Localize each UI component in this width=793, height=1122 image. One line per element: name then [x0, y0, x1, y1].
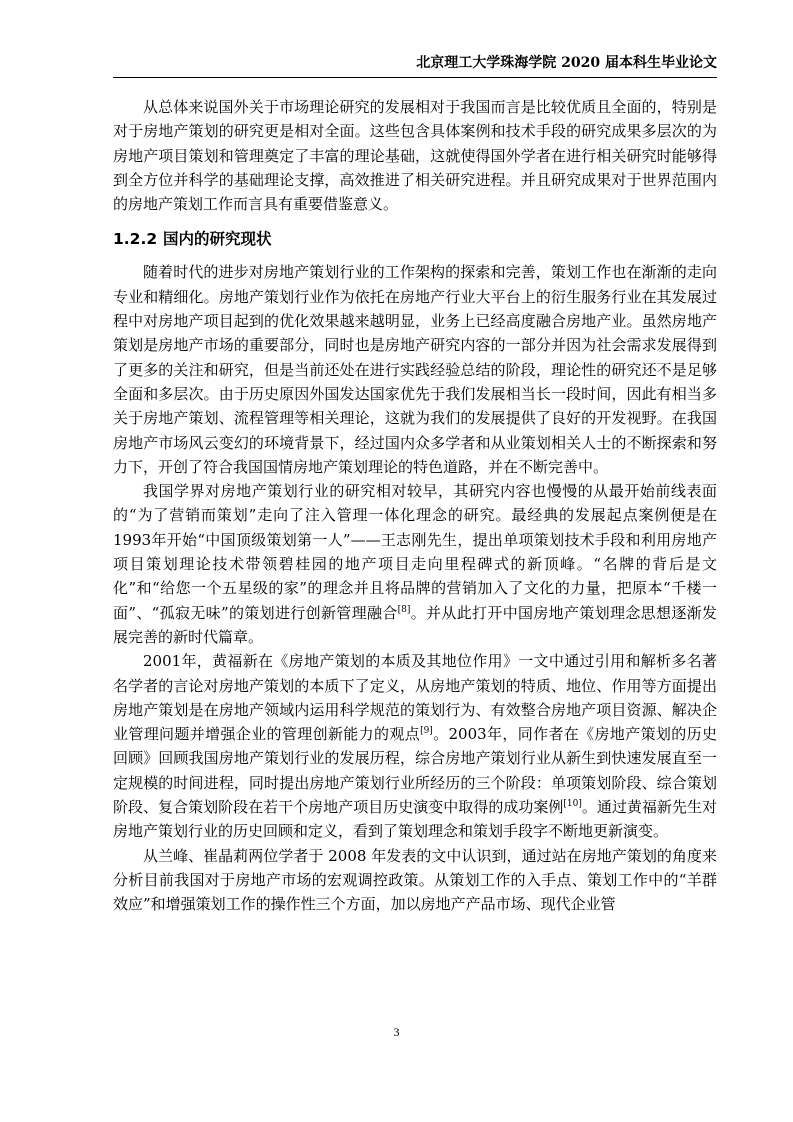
citation-10: [10] [563, 799, 582, 810]
paragraph-3-tail: 。2003年，同作者在《房地产策划的历史回顾》回顾我国房地产策划行业的发展历程，综合房地产策划行业从新生到快速发展直至一定规模的时间进程，同时提出房地产策划行业所经历的三个阶段：单项策划阶段、综合策划阶段、复合策划阶段在若干个房地产项目历史演变中取得的成功案例 [113, 725, 717, 817]
paragraph-2 [113, 479, 717, 649]
paragraph-4: 从兰峰、崔晶莉两位学者于 2008 年发表的文中认识到，通过站在房地产策划的角度来分析目前我国对于房地产市场的宏观调控政策。从策划工作的入手点、策划工作中的“羊群效应”和增强策划工作的操作性三个方面，加以房地产产品市场、现代企业管 [113, 846, 717, 914]
paragraph-intro: 从总体来说国外关于市场理论研究的发展相对于我国而言是比较优质且全面的，特别是对于房地产策划的研究更是相对全面。这些包含具体案例和技术手段的研究成果多层次的为房地产项目策划和管理奠定了丰富的理论基础，这就使得国外学者在进行相关研究时能够得到全方位并科学的基础理论支撑，高效推进了相关研究进程。并且研究成果对于世界范围内的房地产策划工作而言具有重要借鉴意义。 [113, 98, 717, 214]
section-number: 1.2.2 [113, 230, 158, 249]
running-header: 北京理工大学珠海学院 2020 届本科生毕业论文 [416, 55, 717, 71]
section-title: 国内的研究现状 [163, 230, 272, 249]
paragraph-3 [113, 649, 717, 843]
citation-8: [8] [397, 604, 411, 615]
citation-9: [9] [420, 726, 433, 737]
paragraph-2-tail: 。并从此打开中国房地产策划理念思想逐渐发展完善的新时代篇章。 [113, 603, 717, 646]
body-text [113, 95, 717, 917]
page-number: 3 [393, 1025, 400, 1039]
header-rule [113, 77, 717, 78]
paragraph-1: 随着时代的进步对房地产策划行业的工作架构的探索和完善，策划工作也在渐渐的走向专业和精细化。房地产策划行业作为依托在房地产行业大平台上的衍生服务行业在其发展过程中对房地产项目起到的优化效果越来越明显，业务上已经高度融合房地产业。虽然房地产策划是房地产市场的重要部分，同时也是房地产研究内容的一部分并因为社会需求发展得到了更多的关注和研究，但是当前还处在进行实践经验总结的阶段，理论性的研究还不是足够全面和多层次。由于历史原因外国发达国家优先于我们发展相当长一段时间，因此有相当多关于房地产策划、流程管理等相关理论，这就为我们的发展提供了良好的开发视野。在我国房地产市场风云变幻的环境背景下，经过国内众多学者和从业策划相关人士的不断探索和努力下，开创了符合我国国情房地产策划理论的特色道路，并在不断完善中。 [113, 263, 717, 476]
paragraph-2-text: 我国学界对房地产策划行业的研究相对较早，其研究内容也慢慢的从最开始前线表面的“为了营销而策划”走向了注入管理一体化理念的研究。最经典的发展起点案例便是在1993年开始“中国顶级策划第一人”——王志刚先生，提出单项策划技术手段和利用房地产项目策划理论技术带领碧桂园的地产项目走向里程碑式的新顶峰。“名牌的背后是文化”和“给您一个五星级的家”的理念并且将品牌的营销加入了文化的力量，把原本“千楼一面”、“孤寂无味”的策划进行创新管理融合 [113, 482, 717, 622]
paragraph-3-text: 2001年，黄福新在《房地产策划的本质及其地位作用》一文中通过引用和解析多名著名学者的言论对房地产策划的本质下了定义，从房地产策划的特质、地位、作用等方面提出房地产策划是在房地产领域内运用科学规范的策划行为、有效整合房地产项目资源、解决企业管理问题并增强企业的管理创新能力的观点 [113, 652, 717, 744]
section-heading [113, 228, 717, 250]
paragraph-3-tail2: 。通过黄福新先生对房地产策划行业的历史回顾和定义，看到了策划理念和策划手段字不断地更新演变。 [113, 798, 717, 841]
